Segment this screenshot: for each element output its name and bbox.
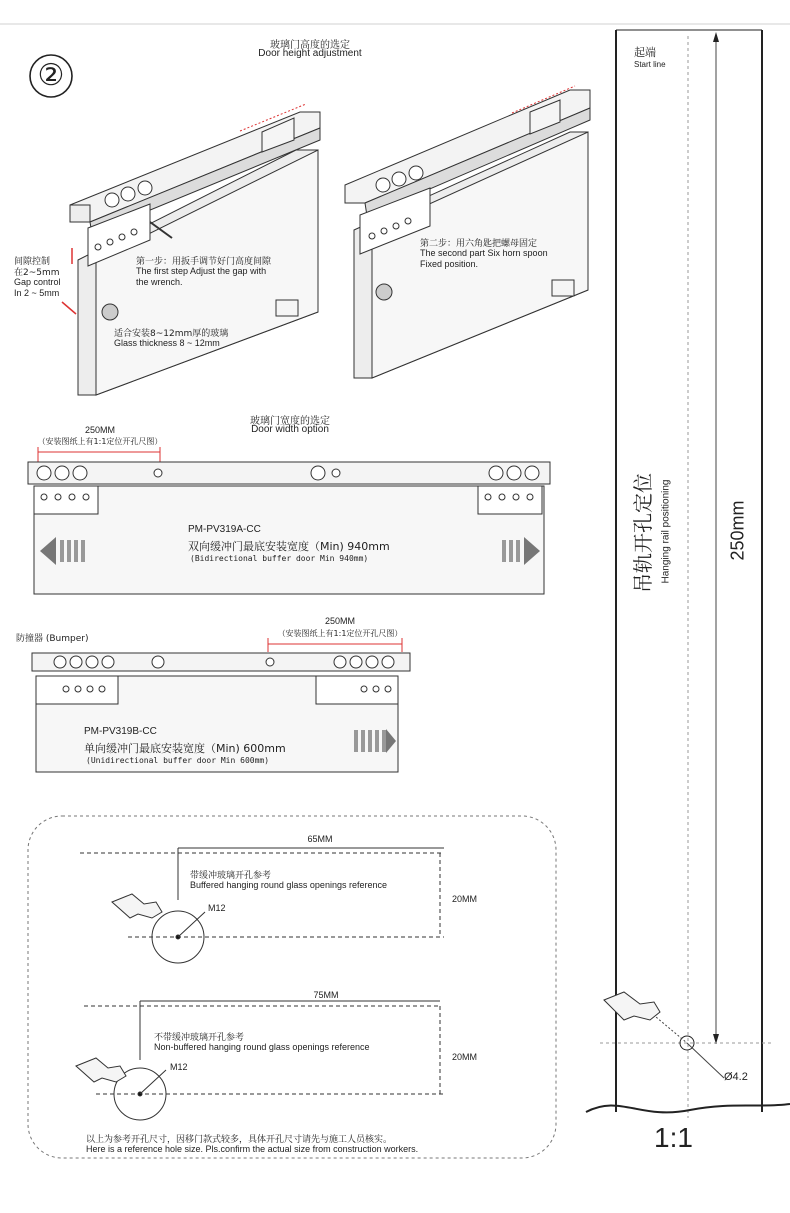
non-buffered-title-zh: 不带缓冲玻璃开孔参考 bbox=[154, 1033, 245, 1043]
rail-a-dimension-note: （安装图纸上有1:1定位开孔尺图） bbox=[37, 437, 163, 446]
step1-en2: the wrench. bbox=[136, 277, 183, 287]
width-title-en: Door width option bbox=[251, 424, 329, 435]
non-buffered-width: 75MM bbox=[313, 990, 339, 1000]
step1-en1: The first step Adjust the gap with bbox=[136, 266, 267, 276]
door-right-illustration bbox=[345, 90, 590, 378]
step2-zh: 第二步：用六角匙把螺母固定 bbox=[420, 239, 538, 249]
strip-title-zh: 吊轨开孔定位 bbox=[631, 473, 655, 593]
glass-thickness-zh: 适合安装8~12mm厚的玻璃 bbox=[114, 329, 229, 339]
hole-diameter: Ø4.2 bbox=[724, 1071, 748, 1083]
rail-b-dimension: 250MM bbox=[324, 616, 355, 626]
rail-a-illustration bbox=[28, 447, 550, 594]
buffered-hole-drawing bbox=[80, 848, 444, 963]
non-buffered-hole-size: M12 bbox=[170, 1062, 188, 1072]
gap-label-zh: 间隙控制 bbox=[14, 257, 51, 267]
template-strip bbox=[586, 30, 790, 1118]
model-a-desc-zh: 双向缓冲门最底安装宽度（Min) 940mm bbox=[188, 540, 390, 553]
holes-box bbox=[28, 816, 556, 1158]
step2-en2: Fixed position. bbox=[420, 259, 479, 269]
strip-length: 250mm bbox=[727, 500, 748, 561]
non-buffered-hole-drawing bbox=[76, 1001, 444, 1120]
reference-note-zh: 以上为参考开孔尺寸，因移门款式较多，具体开孔尺寸请先与施工人员核实。 bbox=[86, 1135, 393, 1145]
step-number: ② bbox=[37, 59, 65, 92]
strip-title-en: Hanging rail positioning bbox=[660, 479, 672, 584]
model-b-desc-zh: 单向缓冲门最底安装宽度（Min) 600mm bbox=[84, 742, 286, 755]
scale-label: 1:1 bbox=[654, 1122, 693, 1153]
reference-note-en: Here is a reference hole size. Pls.confirm the actual size from construction workers. bbox=[86, 1144, 419, 1154]
buffered-title-en: Buffered hanging round glass openings reference bbox=[190, 880, 387, 890]
height-title-zh: 玻璃门高度的选定 bbox=[270, 40, 350, 51]
start-line-zh: 起端 bbox=[634, 46, 656, 59]
width-title-zh: 玻璃门宽度的选定 bbox=[250, 416, 330, 427]
height-title-en: Door height adjustment bbox=[258, 48, 362, 59]
bumper-label: 防撞器 (Bumper) bbox=[16, 634, 89, 644]
buffered-height: 20MM bbox=[452, 894, 478, 904]
non-buffered-height: 20MM bbox=[452, 1052, 478, 1062]
start-line-en: Start line bbox=[634, 60, 666, 69]
glass-thickness-en: Glass thickness 8 ~ 12mm bbox=[114, 338, 220, 348]
gap-label-en1: Gap control bbox=[14, 277, 61, 287]
model-b: PM-PV319B-CC bbox=[84, 726, 157, 737]
gap-label-zh2: 在2~5mm bbox=[14, 268, 60, 278]
rail-a-dimension: 250MM bbox=[84, 425, 115, 435]
model-b-desc-en: (Unidirectional buffer door Min 600mm) bbox=[86, 756, 270, 765]
step2-en1: The second part Six horn spoon bbox=[420, 248, 548, 258]
model-a-desc-en: (Bidirectional buffer door Min 940mm) bbox=[190, 554, 369, 563]
buffered-title-zh: 带缓冲玻璃开孔参考 bbox=[190, 871, 272, 881]
buffered-width: 65MM bbox=[307, 834, 333, 844]
step1-zh: 第一步：用扳手调节好门高度间隙 bbox=[136, 257, 272, 267]
rail-b-dimension-note: （安装图纸上有1:1定位开孔尺图） bbox=[277, 629, 403, 638]
model-a: PM-PV319A-CC bbox=[188, 524, 261, 535]
buffered-hole-size: M12 bbox=[208, 903, 226, 913]
gap-label-en2: In 2 ~ 5mm bbox=[14, 288, 60, 298]
non-buffered-title-en: Non-buffered hanging round glass openings reference bbox=[154, 1042, 370, 1052]
